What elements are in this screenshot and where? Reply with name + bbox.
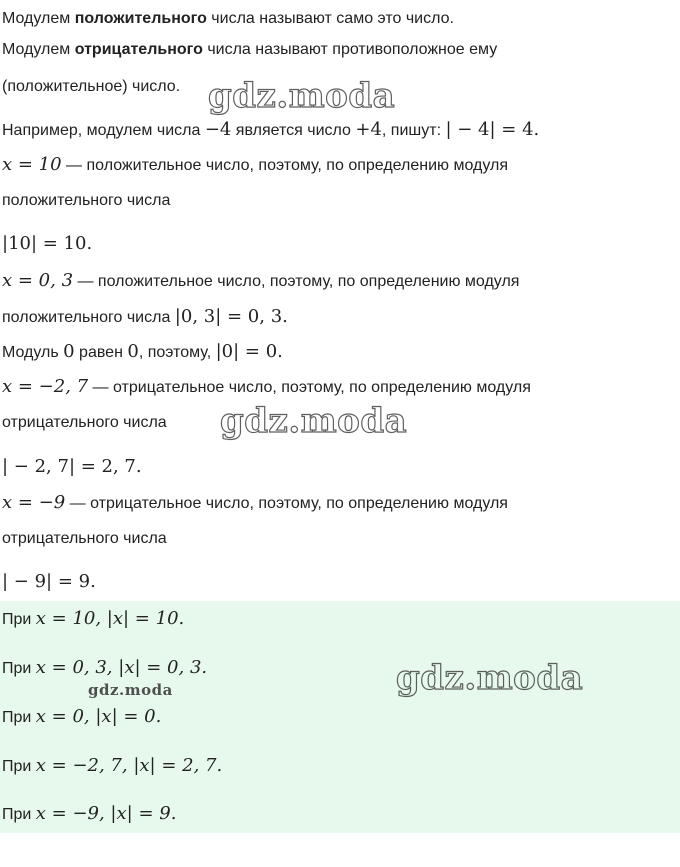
definition-positive [2, 9, 454, 29]
answer-3 [2, 707, 161, 728]
answer-1 [2, 609, 184, 630]
text: При [2, 611, 36, 628]
math: x = 0, |x| = 0. [35, 706, 162, 727]
math: x = 10, |x| = 10. [35, 608, 185, 629]
text: является число [231, 122, 356, 139]
text: Модулем [2, 10, 75, 27]
text: При [2, 806, 36, 823]
answer-4 [2, 756, 222, 777]
math: x = 0, 3, |x| = 0, 3. [35, 657, 208, 678]
answer-5 [2, 804, 176, 825]
math: |0| = 0. [215, 341, 283, 362]
text: равен [74, 344, 128, 361]
math: 0 [63, 341, 75, 362]
bold-term: отрицательного [74, 41, 203, 58]
case-minus-2-7-cont: отрицательного числа [2, 414, 167, 431]
text: Модулем [2, 41, 75, 58]
case-minus-9-result: | − 9| = 9. [2, 571, 96, 592]
math: x = −2, 7, |x| = 2, 7. [35, 755, 223, 776]
math: x = −2, 7 [2, 376, 89, 397]
case-0-3 [2, 271, 519, 292]
watermark: gdz.moda [220, 401, 408, 441]
math: x = 0, 3 [2, 270, 74, 291]
text: При [2, 709, 36, 726]
math: 0 [127, 341, 139, 362]
text: — отрицательное число, поэтому, по определению модуля [65, 495, 508, 512]
text: Например, модулем числа [2, 122, 205, 139]
math: −4 [204, 119, 232, 140]
definition-negative [2, 40, 497, 60]
text: положительного числа [2, 309, 175, 326]
math: +4 [355, 119, 382, 140]
math: |0, 3| = 0, 3. [174, 306, 288, 327]
case-0 [2, 342, 283, 363]
text: При [2, 660, 36, 677]
text: , поэтому, [138, 344, 216, 361]
text: — положительное число, поэтому, по определению модуля [73, 273, 520, 290]
example-line [2, 120, 539, 141]
text: , пишут: [381, 122, 446, 139]
watermark: gdz.moda [208, 76, 396, 116]
case-10-result: |10| = 10. [2, 233, 93, 254]
math: x = 10 [2, 154, 62, 175]
case-minus-9-cont: отрицательного числа [2, 530, 167, 547]
watermark: gdz.moda [88, 681, 173, 699]
math: | − 4| = 4. [445, 119, 540, 140]
case-minus-2-7 [2, 377, 531, 398]
definition-negative-cont: (положительное) число. [2, 78, 181, 95]
case-10-cont: положительного числа [2, 192, 171, 209]
bold-term: положительного [74, 10, 207, 27]
text: — отрицательное число, поэтому, по определению модуля [88, 379, 531, 396]
answer-2 [2, 658, 207, 679]
text: числа называют само это число. [206, 10, 454, 27]
text: Модуль [2, 344, 64, 361]
math: x = −9 [2, 492, 66, 513]
text: числа называют противоположное ему [202, 41, 498, 58]
math: x = −9, |x| = 9. [35, 803, 177, 824]
text: — положительное число, поэтому, по определению модуля [61, 157, 509, 174]
watermark: gdz.moda [396, 658, 584, 698]
case-0-3-cont [2, 307, 288, 328]
case-10 [2, 155, 508, 176]
case-minus-2-7-result: | − 2, 7| = 2, 7. [2, 456, 142, 477]
case-minus-9 [2, 493, 508, 514]
text: При [2, 758, 36, 775]
